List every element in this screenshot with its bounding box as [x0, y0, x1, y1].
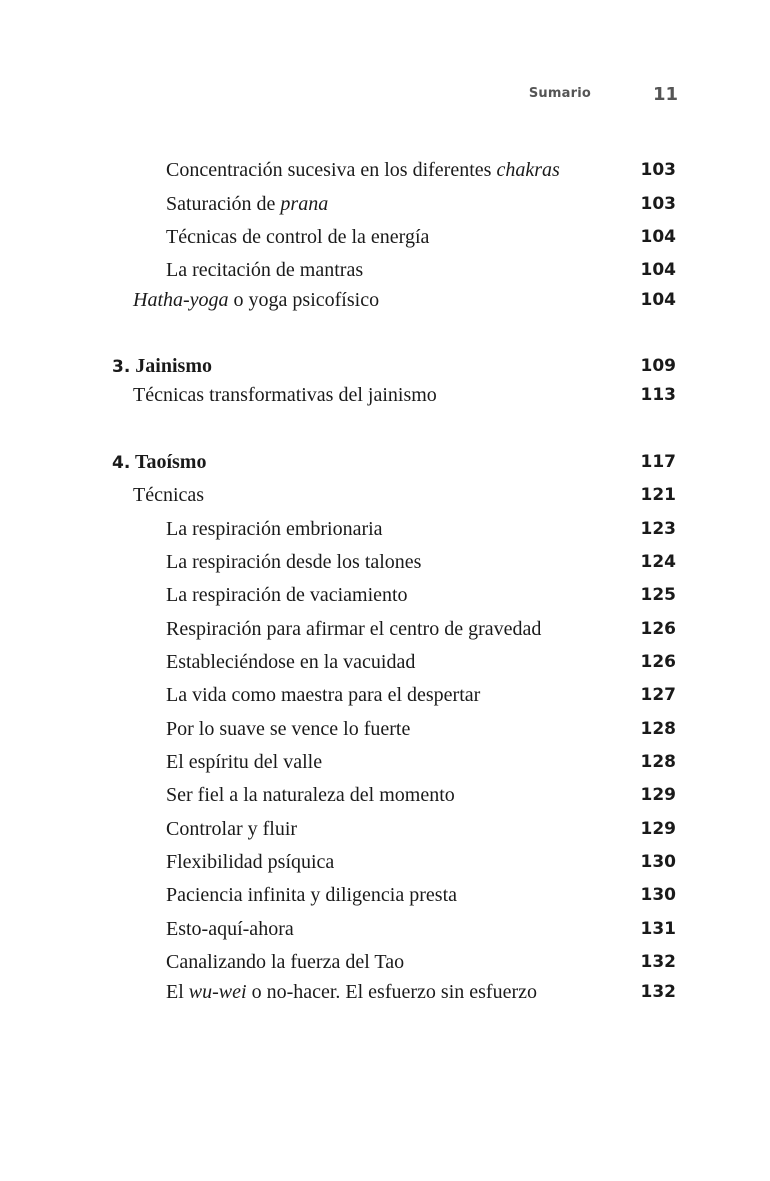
toc-entry	[0, 191, 770, 217]
toc-entry-title: Canalizando la fuerza del Tao	[166, 951, 405, 973]
toc-entry-title: El wu-wei o no-hacer. El esfuerzo sin esfuerzo	[166, 981, 537, 1003]
toc-entry	[0, 816, 770, 842]
toc-entry-page: 117	[640, 452, 676, 472]
toc-entry-page: 130	[640, 852, 676, 872]
toc-entry-title: Saturación de prana	[166, 193, 329, 215]
toc-entry-page: 129	[640, 785, 676, 805]
toc-entry-page: 124	[640, 552, 676, 572]
chapter-number: 4.	[112, 453, 131, 473]
toc-entry-page: 127	[640, 685, 676, 705]
toc-entry-title: Estableciéndose en la vacuidad	[166, 651, 416, 673]
toc-entry-page: 131	[640, 919, 676, 939]
toc-entry-page: 104	[640, 227, 676, 247]
running-header	[0, 84, 770, 108]
toc-entry	[0, 682, 770, 708]
toc-chapter	[0, 353, 770, 379]
toc-entry-title: La respiración desde los talones	[166, 551, 422, 573]
toc-entry-page: 128	[640, 752, 676, 772]
toc-entry-title: Esto-aquí-ahora	[166, 918, 294, 940]
toc-entry	[0, 257, 770, 283]
toc-entry	[0, 649, 770, 675]
toc-entry	[0, 482, 770, 508]
toc-entry-title: El espíritu del valle	[166, 751, 323, 773]
header-label: Sumario	[528, 86, 591, 101]
toc-entry-page: 121	[640, 485, 676, 505]
toc-entry-page: 104	[640, 260, 676, 280]
toc-entry	[0, 157, 770, 183]
toc-entry-title: Técnicas transformativas del jainismo	[133, 384, 437, 406]
toc-entry	[0, 882, 770, 908]
toc-entry-title: Por lo suave se vence lo fuerte	[166, 718, 411, 740]
toc-entry-page: 109	[640, 356, 676, 376]
toc-entry-page: 132	[640, 982, 676, 1002]
toc-entry	[0, 949, 770, 975]
toc-entry	[0, 716, 770, 742]
toc-entry-page: 123	[640, 519, 676, 539]
toc-entry-title: Flexibilidad psíquica	[166, 851, 335, 873]
toc-entry-title: Paciencia infinita y diligencia presta	[166, 884, 457, 906]
toc-chapter-title: 4. Taoísmo	[112, 451, 207, 473]
toc-entry	[0, 849, 770, 875]
toc-entry-page: 126	[640, 619, 676, 639]
toc-entry-page: 130	[640, 885, 676, 905]
toc-entry	[0, 549, 770, 575]
toc-entry	[0, 287, 770, 313]
toc-entry-page: 128	[640, 719, 676, 739]
toc-entry-title: Controlar y fluir	[166, 818, 298, 840]
toc-entry-title: La recitación de mantras	[166, 259, 364, 281]
toc-entry	[0, 382, 770, 408]
toc-entry	[0, 616, 770, 642]
toc-entry-title: Hatha-yoga o yoga psicofísico	[133, 289, 380, 311]
toc-entry-title: Respiración para afirmar el centro de gravedad	[166, 618, 542, 640]
chapter-number: 3.	[112, 357, 131, 377]
toc-entry-title: Técnicas de control de la energía	[166, 226, 430, 248]
header-page-number: 11	[652, 84, 678, 105]
toc-entry-page: 104	[640, 290, 676, 310]
toc-entry-page: 129	[640, 819, 676, 839]
toc-entry	[0, 782, 770, 808]
toc-entry	[0, 749, 770, 775]
toc-entry-page: 125	[640, 585, 676, 605]
toc-entry	[0, 916, 770, 942]
toc-entry	[0, 516, 770, 542]
toc-entry-title: Concentración sucesiva en los diferentes chakras	[166, 159, 560, 181]
toc-entry	[0, 224, 770, 250]
toc-entry	[0, 582, 770, 608]
toc-entry-title: La respiración embrionaria	[166, 518, 383, 540]
toc-entry-title: Ser fiel a la naturaleza del momento	[166, 784, 455, 806]
toc-entry-title: Técnicas	[133, 484, 205, 506]
toc-entry-page: 103	[640, 194, 676, 214]
toc-chapter	[0, 449, 770, 475]
toc-chapter-title: 3. Jainismo	[112, 355, 212, 377]
toc-entry-title: La vida como maestra para el despertar	[166, 684, 481, 706]
toc-entry-page: 126	[640, 652, 676, 672]
toc-entry-page: 132	[640, 952, 676, 972]
toc-entry-title: La respiración de vaciamiento	[166, 584, 408, 606]
toc-entry-page: 113	[640, 385, 676, 405]
toc-entry	[0, 979, 770, 1005]
toc-entry-page: 103	[640, 160, 676, 180]
